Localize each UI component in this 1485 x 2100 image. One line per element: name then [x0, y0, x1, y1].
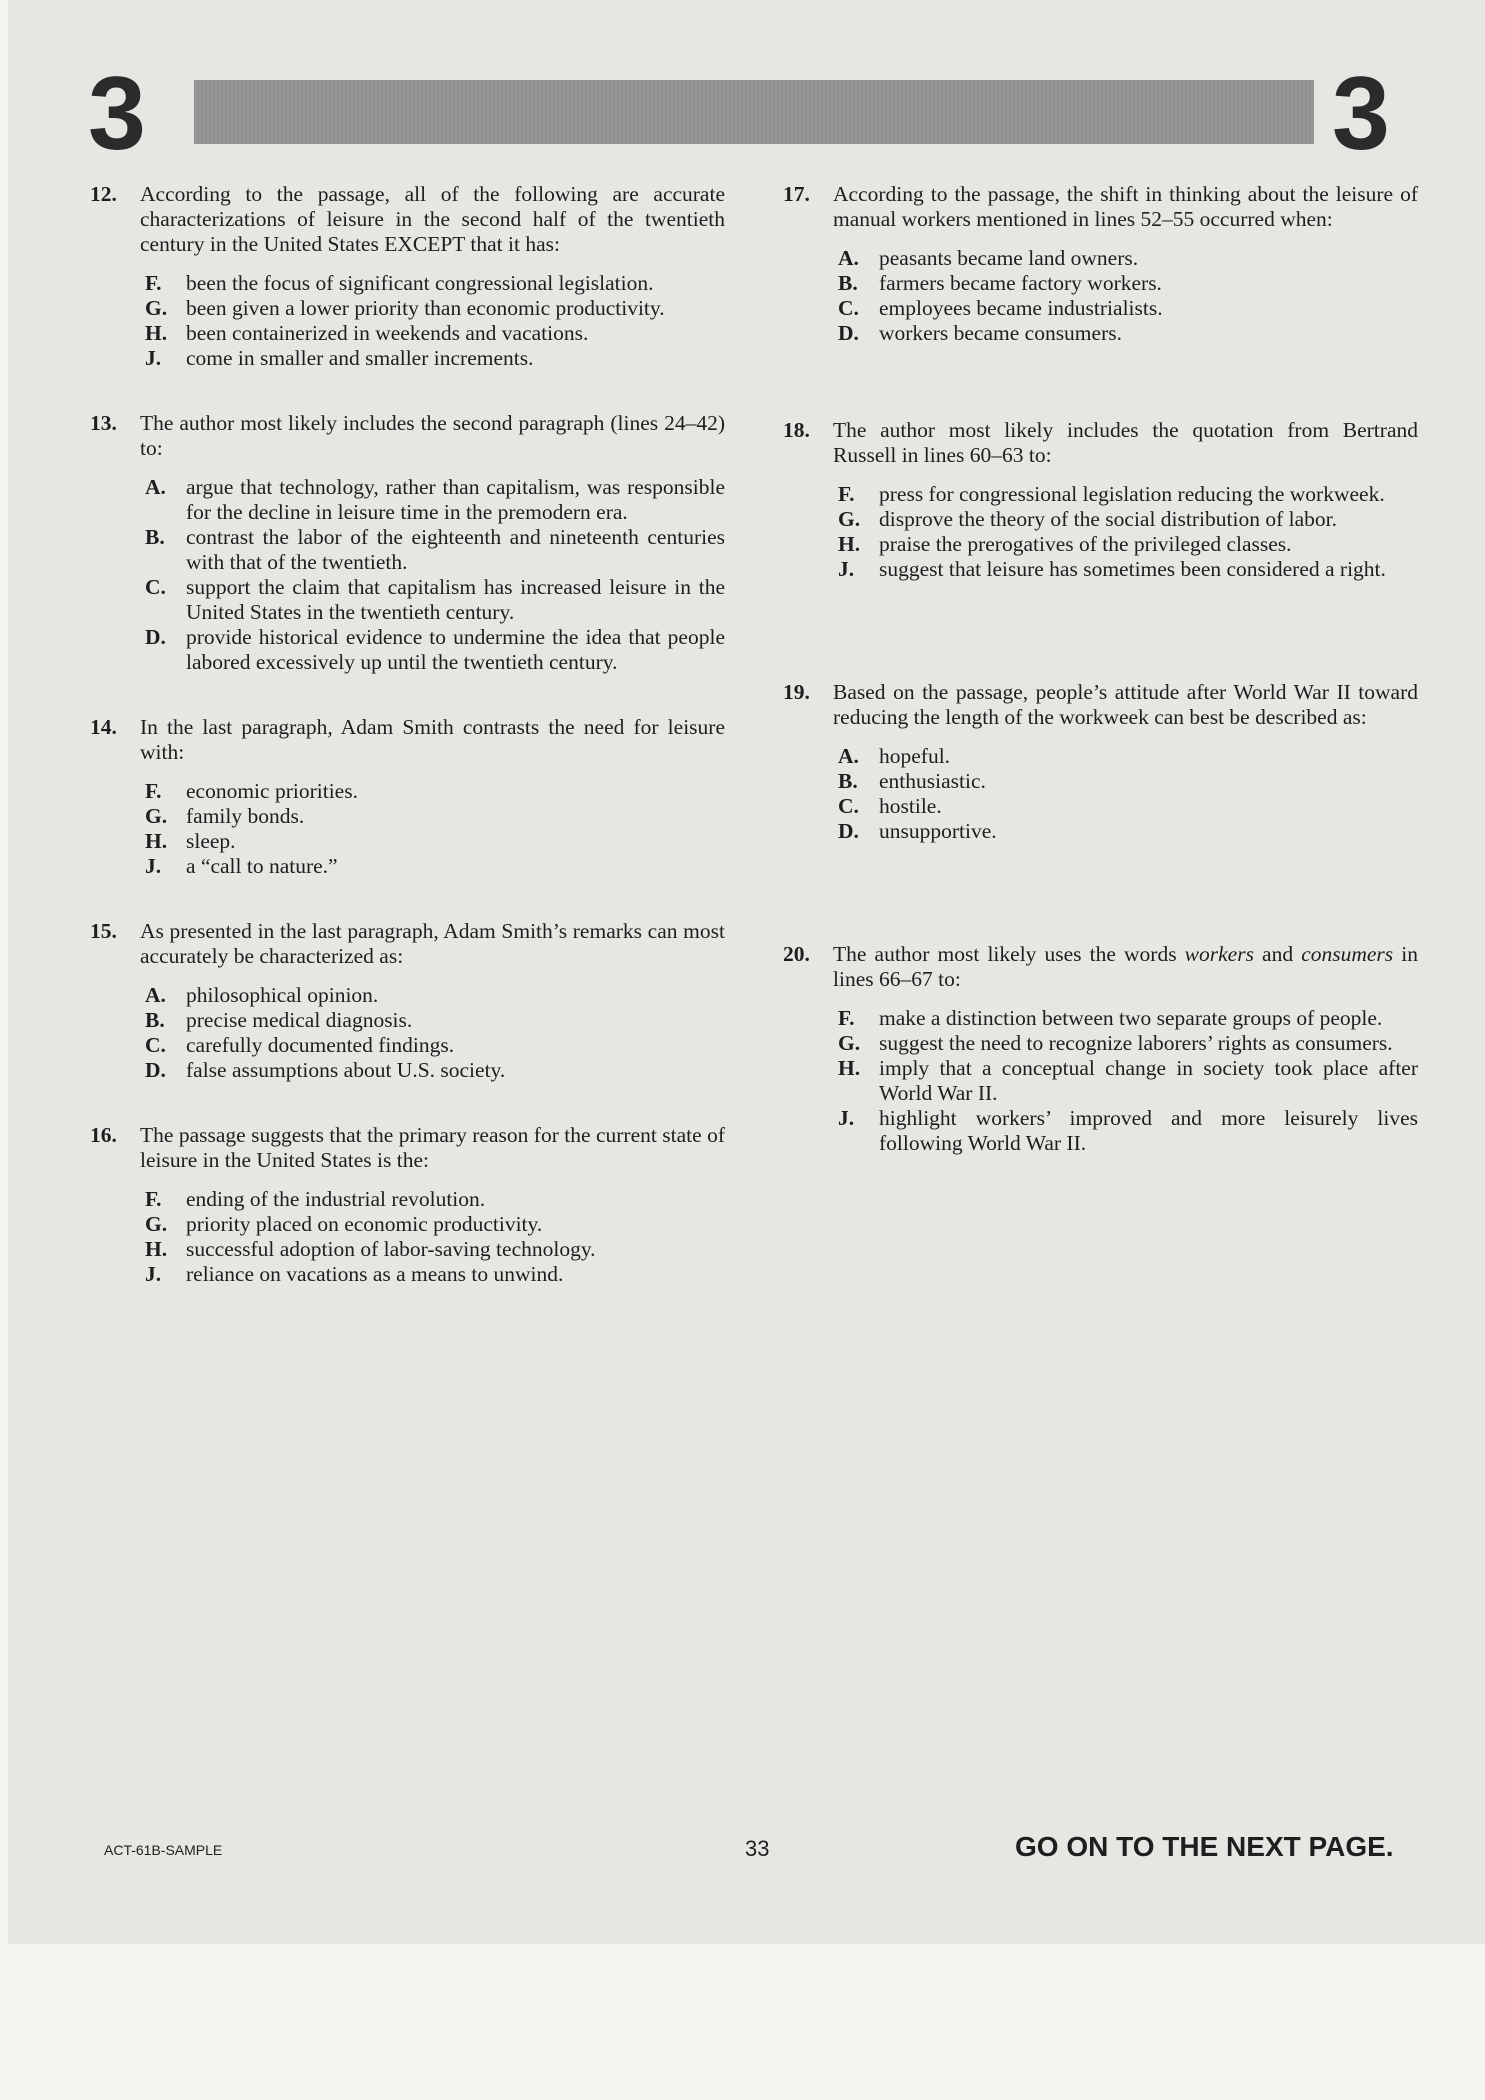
- question-text: The passage suggests that the primary reason for the current state of leisure in the United States is the:: [140, 1123, 725, 1172]
- answer-option[interactable]: [783, 271, 1418, 296]
- question-text-start: The author most likely uses the words: [833, 942, 1185, 966]
- option-letter: J.: [838, 1106, 855, 1130]
- option-text: priority placed on economic productivity.: [186, 1212, 543, 1236]
- answer-option[interactable]: [783, 744, 1418, 769]
- option-text: contrast the labor of the eighteenth and nineteenth centuries with that of the twentieth.: [186, 525, 725, 574]
- question-text: The author most likely includes the quotation from Bertrand Russell in lines 60–63 to:: [833, 418, 1418, 467]
- option-text: suggest that leisure has sometimes been considered a right.: [879, 557, 1386, 581]
- option-text: employees became industrialists.: [879, 296, 1163, 320]
- answer-option[interactable]: [90, 804, 725, 829]
- answer-options: [90, 779, 725, 879]
- option-letter: H.: [838, 532, 861, 556]
- option-letter: B.: [145, 1008, 165, 1032]
- answer-option[interactable]: [783, 769, 1418, 794]
- question-number: 12.: [90, 182, 117, 206]
- question-number: 14.: [90, 715, 117, 739]
- option-letter: D.: [838, 321, 859, 345]
- question-stem: [90, 715, 725, 765]
- question-stem: [90, 411, 725, 461]
- answer-options: [90, 983, 725, 1083]
- answer-option[interactable]: [783, 557, 1418, 582]
- question-number: 17.: [783, 182, 810, 206]
- question-stem: [90, 1123, 725, 1173]
- question-text: In the last paragraph, Adam Smith contrasts the need for leisure with:: [140, 715, 725, 764]
- answer-option[interactable]: [783, 507, 1418, 532]
- question-stem: [783, 182, 1418, 232]
- question-text: As presented in the last paragraph, Adam Smith’s remarks can most accurately be characterized as:: [140, 919, 725, 968]
- question-17: [783, 182, 1418, 346]
- option-text: carefully documented findings.: [186, 1033, 455, 1057]
- option-letter: D.: [145, 1058, 166, 1082]
- answer-options: [783, 1006, 1418, 1156]
- option-text: enthusiastic.: [879, 769, 986, 793]
- answer-option[interactable]: [90, 346, 725, 371]
- answer-option[interactable]: [783, 1031, 1418, 1056]
- question-term-consumers: consumers: [1301, 942, 1394, 966]
- option-letter: G.: [838, 1031, 861, 1055]
- option-letter: C.: [838, 296, 859, 320]
- option-letter: B.: [838, 271, 858, 295]
- page-number: 33: [745, 1836, 770, 1861]
- question-14: [90, 715, 725, 879]
- question-text: According to the passage, the shift in thinking about the leisure of manual workers mentioned in lines 52–55 occurred when:: [833, 182, 1418, 231]
- answer-option[interactable]: [90, 854, 725, 879]
- left-column: [90, 182, 725, 1327]
- question-16: [90, 1123, 725, 1287]
- section-number-left: 3: [88, 56, 146, 172]
- section-number-right: 3: [1332, 56, 1390, 172]
- answer-options: [90, 271, 725, 371]
- answer-options: [90, 475, 725, 675]
- question-term-workers: workers: [1184, 942, 1254, 966]
- answer-option[interactable]: [90, 575, 725, 625]
- option-letter: H.: [838, 1056, 861, 1080]
- option-text: reliance on vacations as a means to unwind.: [186, 1262, 564, 1286]
- answer-option[interactable]: [783, 246, 1418, 271]
- option-text: sleep.: [186, 829, 236, 853]
- question-number: 13.: [90, 411, 117, 435]
- answer-option[interactable]: [90, 625, 725, 675]
- option-letter: A.: [145, 983, 166, 1007]
- option-letter: C.: [145, 1033, 166, 1057]
- option-text: precise medical diagnosis.: [186, 1008, 413, 1032]
- option-text: provide historical evidence to undermine the idea that people labored excessively up until the twentieth century.: [186, 625, 725, 674]
- option-text: workers became consumers.: [879, 321, 1122, 345]
- question-text-end: in lines 66–67 to:: [833, 942, 1418, 991]
- section-header-bar: [194, 80, 1314, 144]
- answer-option[interactable]: [90, 1033, 725, 1058]
- option-letter: F.: [838, 482, 855, 506]
- option-text: a “call to nature.”: [186, 854, 338, 878]
- option-letter: D.: [838, 819, 859, 843]
- option-text: peasants became land owners.: [879, 246, 1139, 270]
- option-letter: A.: [838, 246, 859, 270]
- option-letter: B.: [838, 769, 858, 793]
- answer-options: [90, 1187, 725, 1287]
- option-letter: G.: [145, 1212, 168, 1236]
- option-letter: C.: [838, 794, 859, 818]
- answer-option[interactable]: [783, 482, 1418, 507]
- option-letter: C.: [145, 575, 166, 599]
- question-13: [90, 411, 725, 675]
- question-stem: [783, 418, 1418, 468]
- option-text: been containerized in weekends and vacations.: [186, 321, 589, 345]
- option-text: press for congressional legislation reducing the workweek.: [879, 482, 1385, 506]
- option-text: argue that technology, rather than capitalism, was responsible for the decline in leisure time in the premodern era.: [186, 475, 725, 524]
- question-text: The author most likely includes the second paragraph (lines 24–42) to:: [140, 411, 725, 460]
- answer-option[interactable]: [783, 1056, 1418, 1106]
- question-number: 18.: [783, 418, 810, 442]
- answer-option[interactable]: [783, 296, 1418, 321]
- question-19: [783, 680, 1418, 844]
- option-text: been the focus of significant congressional legislation.: [186, 271, 654, 295]
- question-stem: [90, 182, 725, 257]
- answer-option[interactable]: [783, 1106, 1418, 1156]
- option-letter: F.: [838, 1006, 855, 1030]
- answer-option[interactable]: [783, 532, 1418, 557]
- option-text: false assumptions about U.S. society.: [186, 1058, 506, 1082]
- question-number: 16.: [90, 1123, 117, 1147]
- question-15: [90, 919, 725, 1083]
- question-number: 19.: [783, 680, 810, 704]
- answer-option[interactable]: [90, 475, 725, 525]
- answer-option[interactable]: [90, 1008, 725, 1033]
- option-text: highlight workers’ improved and more leisurely lives following World War II.: [879, 1106, 1418, 1155]
- option-text: praise the prerogatives of the privileged classes.: [879, 532, 1292, 556]
- question-number: 15.: [90, 919, 117, 943]
- option-letter: G.: [838, 507, 861, 531]
- option-letter: A.: [838, 744, 859, 768]
- option-letter: J.: [145, 346, 162, 370]
- answer-option[interactable]: [90, 779, 725, 804]
- option-letter: D.: [145, 625, 166, 649]
- option-text: support the claim that capitalism has increased leisure in the United States in the twentieth century.: [186, 575, 725, 624]
- question-20: [783, 942, 1418, 1156]
- question-number: 20.: [783, 942, 810, 966]
- answer-options: [783, 246, 1418, 346]
- option-letter: G.: [145, 296, 168, 320]
- answer-option[interactable]: [90, 1262, 725, 1287]
- option-text: family bonds.: [186, 804, 305, 828]
- option-text: unsupportive.: [879, 819, 997, 843]
- option-text: been given a lower priority than economic productivity.: [186, 296, 665, 320]
- option-text: come in smaller and smaller increments.: [186, 346, 534, 370]
- option-letter: F.: [145, 271, 162, 295]
- option-letter: H.: [145, 829, 168, 853]
- option-letter: H.: [145, 321, 168, 345]
- answer-option[interactable]: [90, 296, 725, 321]
- option-text: economic priorities.: [186, 779, 358, 803]
- option-text: ending of the industrial revolution.: [186, 1187, 486, 1211]
- form-code: ACT-61B-SAMPLE: [104, 1842, 223, 1858]
- answer-options: [783, 744, 1418, 844]
- answer-option[interactable]: [90, 1237, 725, 1262]
- option-text: make a distinction between two separate groups of people.: [879, 1006, 1383, 1030]
- option-letter: H.: [145, 1237, 168, 1261]
- option-letter: A.: [145, 475, 166, 499]
- answer-option[interactable]: [90, 525, 725, 575]
- option-text: imply that a conceptual change in society took place after World War II.: [879, 1056, 1418, 1105]
- answer-option[interactable]: [90, 1212, 725, 1237]
- option-text: suggest the need to recognize laborers’ rights as consumers.: [879, 1031, 1393, 1055]
- option-letter: G.: [145, 804, 168, 828]
- answer-options: [783, 482, 1418, 582]
- answer-option[interactable]: [783, 819, 1418, 844]
- question-18: [783, 418, 1418, 582]
- answer-option[interactable]: [90, 1187, 725, 1212]
- answer-option[interactable]: [90, 1058, 725, 1083]
- option-letter: F.: [145, 779, 162, 803]
- question-12: [90, 182, 725, 371]
- option-text: philosophical opinion.: [186, 983, 379, 1007]
- option-letter: B.: [145, 525, 165, 549]
- question-text-middle: and: [1253, 942, 1302, 966]
- question-text: Based on the passage, people’s attitude after World War II toward reducing the length of the workweek can best be described as:: [833, 680, 1418, 729]
- test-page: [8, 0, 1485, 1944]
- answer-option[interactable]: [783, 794, 1418, 819]
- option-text: farmers became factory workers.: [879, 271, 1162, 295]
- option-letter: J.: [145, 854, 162, 878]
- option-letter: J.: [145, 1262, 162, 1286]
- question-text: According to the passage, all of the following are accurate characterizations of leisure in the second half of the twentieth century in the United States EXCEPT that it has:: [140, 182, 725, 256]
- option-text: successful adoption of labor-saving technology.: [186, 1237, 596, 1261]
- question-stem: [783, 942, 1418, 992]
- option-letter: F.: [145, 1187, 162, 1211]
- answer-option[interactable]: [90, 321, 725, 346]
- answer-option[interactable]: [783, 1006, 1418, 1031]
- option-text: disprove the theory of the social distribution of labor.: [879, 507, 1337, 531]
- question-stem: [90, 919, 725, 969]
- next-page-notice: GO ON TO THE NEXT PAGE.: [1015, 1831, 1394, 1862]
- answer-option[interactable]: [90, 983, 725, 1008]
- question-stem: [783, 680, 1418, 730]
- option-letter: J.: [838, 557, 855, 581]
- option-text: hostile.: [879, 794, 942, 818]
- answer-option[interactable]: [90, 829, 725, 854]
- answer-option[interactable]: [783, 321, 1418, 346]
- option-text: hopeful.: [879, 744, 951, 768]
- right-column: [783, 182, 1418, 1196]
- answer-option[interactable]: [90, 271, 725, 296]
